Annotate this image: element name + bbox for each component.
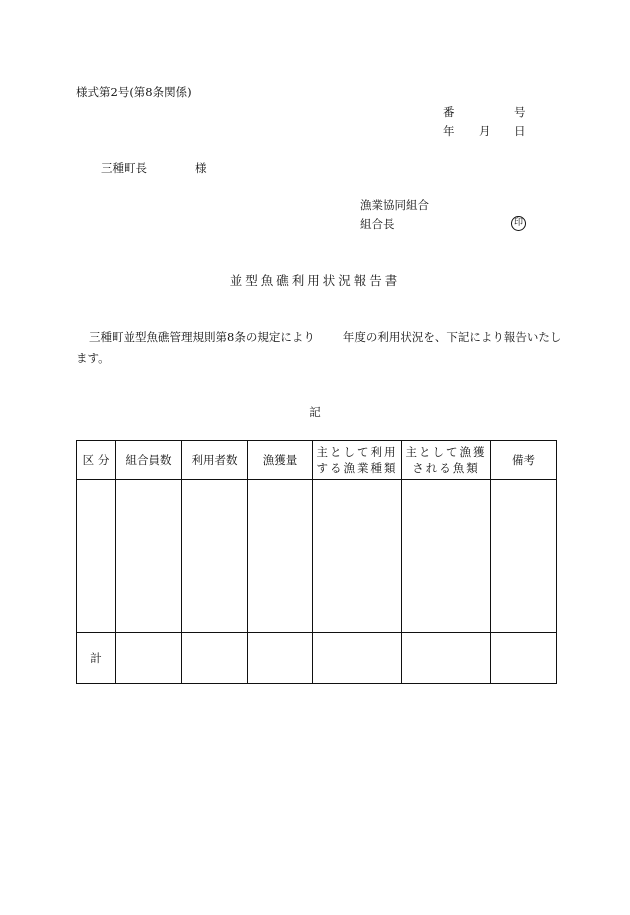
total-fishing-type (313, 633, 402, 684)
cell-remarks (491, 480, 557, 633)
sender-title: 組合長 (360, 217, 395, 231)
date-year-label: 年 (443, 124, 455, 138)
document-title: 並型魚礁利用状況報告書 (229, 273, 401, 288)
header-fish-type-line2: される魚類 (412, 461, 480, 475)
date-month-label: 月 (479, 124, 491, 138)
cell-fish-type (402, 480, 491, 633)
total-members (116, 633, 182, 684)
cell-users (182, 480, 248, 633)
header-fishing-type (313, 441, 402, 480)
total-remarks (491, 633, 557, 684)
total-catch (248, 633, 313, 684)
addressee-honorific: 様 (195, 161, 207, 175)
document-number-label: 番 (443, 105, 455, 119)
header-members: 組合員数 (116, 441, 182, 480)
total-label: 計 (77, 633, 116, 684)
header-users: 利用者数 (182, 441, 248, 480)
header-remarks: 備考 (491, 441, 557, 480)
cell-fishing-type (313, 480, 402, 633)
cell-members (116, 480, 182, 633)
header-fishing-type-line1: 主として利用 (316, 445, 398, 459)
document-number-suffix: 号 (514, 105, 526, 119)
table-row (77, 480, 557, 633)
ki-heading: 記 (309, 405, 321, 419)
body-text-part1: 三種町並型魚礁管理規則第8条の規定により (89, 330, 315, 344)
header-fish-type-line1: 主として漁獲 (405, 445, 487, 459)
table-header-row (77, 441, 557, 480)
total-fish-type (402, 633, 491, 684)
cell-catch (248, 480, 313, 633)
header-fishing-type-line2: する漁業種類 (316, 461, 398, 475)
cell-category (77, 480, 116, 633)
total-users (182, 633, 248, 684)
header-catch: 漁獲量 (248, 441, 313, 480)
form-number: 様式第2号(第8条関係) (76, 85, 192, 99)
header-category: 区 分 (77, 441, 116, 480)
table-total-row (77, 633, 557, 684)
header-fish-type (402, 441, 491, 480)
addressee-name: 三種町長 (101, 161, 147, 175)
sender-organization: 漁業協同組合 (360, 198, 429, 212)
date-day-label: 日 (514, 124, 526, 138)
usage-report-table (76, 440, 557, 684)
seal-icon: 印 (511, 216, 526, 231)
body-paragraph (76, 327, 562, 369)
body-text-part2: 年度の利用状況を、下記により報告いたします。 (76, 330, 562, 365)
